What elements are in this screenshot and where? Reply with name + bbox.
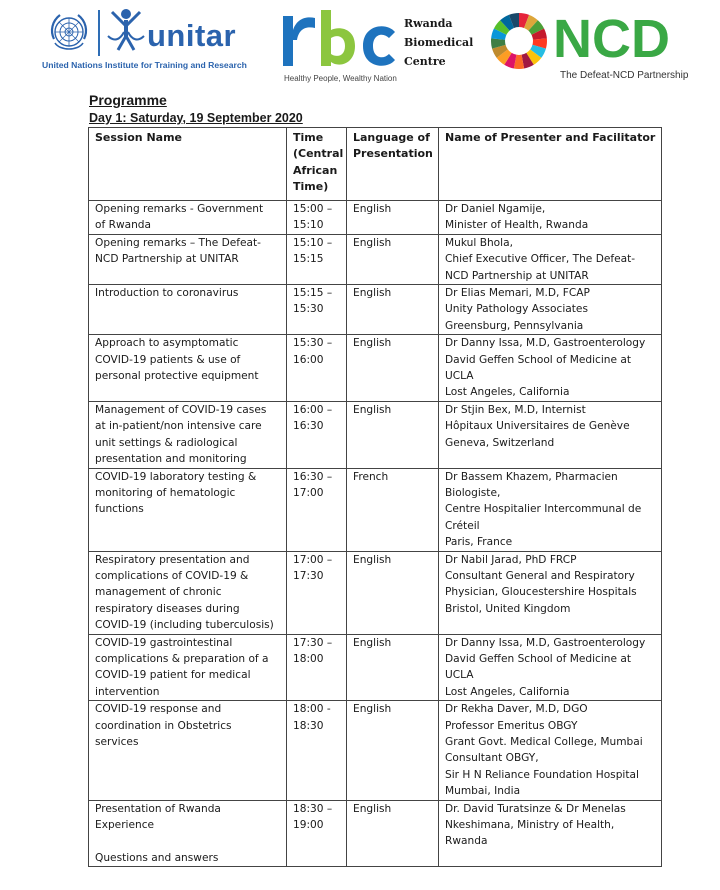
table-row [89,800,662,867]
presenter-cell: Dr Bassem Khazem, Pharmacien Biologiste, Centre Hospitalier Intercommunal de Créteil Paris, France [439,468,662,551]
sdg-wheel-icon [490,12,548,70]
logo-header [0,0,720,92]
unitar-tagline: United Nations Institute for Training and Research [42,60,247,70]
presenter-cell: Dr Stjin Bex, M.D, Internist Hôpitaux Universitaires de Genève Geneva, Switzerland [439,401,662,468]
language-cell: English [347,234,439,284]
session-cell: Respiratory presentation and complications of COVID-19 & management of chronic respiratory diseases during COVID-19 (including tuberculosis) [89,551,287,634]
session-cell: Presentation of Rwanda Experience Questions and answers [89,800,287,867]
table-row [89,234,662,284]
rbc-tagline: Healthy People, Wealthy Nation [284,74,397,83]
language-cell: English [347,335,439,402]
presenter-cell: Dr. David Turatsinze & Dr Menelas Nkeshimana, Ministry of Health, Rwanda [439,800,662,867]
presenter-cell: Mukul Bhola, Chief Executive Officer, The Defeat- NCD Partnership at UNITAR [439,234,662,284]
session-cell: Introduction to coronavirus [89,285,287,335]
time-cell: 17:00 – 17:30 [287,551,347,634]
table-row [89,335,662,402]
session-cell: COVID-19 gastrointestinal complications & preparation of a COVID-19 patient for medical intervention [89,634,287,701]
session-cell: Approach to asymptomatic COVID-19 patients & use of personal protective equipment [89,335,287,402]
presenter-cell: Dr Danny Issa, M.D, Gastroenterology David Geffen School of Medicine at UCLA Lost Angeles, California [439,335,662,402]
un-emblem-icon [46,9,92,55]
rbc-name-line: Biomedical [404,36,474,49]
language-cell: English [347,800,439,867]
language-cell: English [347,634,439,701]
time-cell: 17:30 – 18:00 [287,634,347,701]
language-cell: English [347,551,439,634]
presenter-cell: Dr Daniel Ngamije, Minister of Health, Rwanda [439,201,662,235]
table-header-row [89,128,662,201]
session-cell: Management of COVID-19 cases at in-patient/non intensive care unit settings & radiological presentation and monitoring [89,401,287,468]
language-cell: English [347,701,439,800]
table-row [89,701,662,800]
session-cell: COVID-19 laboratory testing & monitoring of hematologic functions [89,468,287,551]
table-row [89,285,662,335]
rbc-name-line: Centre [404,55,446,68]
language-cell: English [347,285,439,335]
table-row [89,401,662,468]
language-cell: English [347,401,439,468]
unitar-wordmark: unitar [147,18,237,53]
time-cell: 15:00 – 15:10 [287,201,347,235]
language-cell: English [347,201,439,235]
table-row [89,468,662,551]
session-cell: COVID-19 response and coordination in Obstetrics services [89,701,287,800]
time-cell: 15:10 – 15:15 [287,234,347,284]
session-cell: Opening remarks - Government of Rwanda [89,201,287,235]
rbc-name-line: Rwanda [404,17,453,30]
time-cell: 16:00 – 16:30 [287,401,347,468]
time-cell: 18:00 - 18:30 [287,701,347,800]
presenter-cell: Dr Nabil Jarad, PhD FRCP Consultant General and Respiratory Physician, Gloucestershire Hospitals Bristol, United Kingdom [439,551,662,634]
day-title: Day 1: Saturday, 19 September 2020 [89,111,303,125]
unitar-figure-icon [106,6,146,54]
programme-table [88,127,662,867]
header-session: Session Name [89,128,287,201]
language-cell: French [347,468,439,551]
presenter-cell: Dr Elias Memari, M.D, FCAP Unity Pathology Associates Greensburg, Pennsylvania [439,285,662,335]
header-presenter: Name of Presenter and Facilitator [439,128,662,201]
rbc-name [404,14,473,71]
time-cell: 18:30 – 19:00 [287,800,347,867]
ncd-tagline: The Defeat-NCD Partnership [560,70,689,81]
time-cell: 16:30 – 17:00 [287,468,347,551]
header-time: Time (Central African Time) [287,128,347,201]
ncd-wordmark: NCD [553,9,670,69]
rbc-logo-icon [283,10,399,72]
time-cell: 15:15 – 15:30 [287,285,347,335]
presenter-cell: Dr Rekha Daver, M.D, DGO Professor Emeritus OBGY Grant Govt. Medical College, Mumbai Consultant OBGY, Sir H N Reliance Foundation Hospital Mumbai, India [439,701,662,800]
programme-title: Programme [89,92,167,108]
time-cell: 15:30 – 16:00 [287,335,347,402]
session-cell: Opening remarks – The Defeat- NCD Partnership at UNITAR [89,234,287,284]
table-row [89,634,662,701]
presenter-cell: Dr Danny Issa, M.D, Gastroenterology David Geffen School of Medicine at UCLA Lost Angeles, California [439,634,662,701]
table-row [89,551,662,634]
unitar-divider [98,10,100,56]
header-language: Language of Presentation [347,128,439,201]
table-row [89,201,662,235]
